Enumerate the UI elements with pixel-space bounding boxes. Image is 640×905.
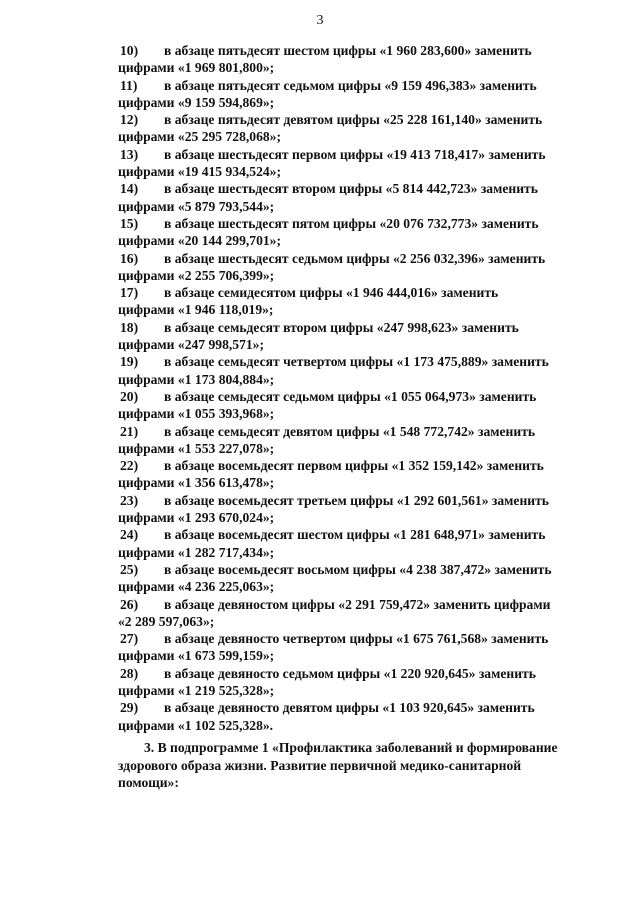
list-item-number: 17) xyxy=(120,285,139,301)
list-item-text: в абзаце восемьдесят третьем цифры «1 292 601,561» заменить xyxy=(164,492,549,508)
list-item-continuation: цифрами «1 102 525,328». xyxy=(118,717,274,733)
list-item-continuation: цифрами «1 356 613,478»; xyxy=(118,475,275,491)
list-item xyxy=(118,699,581,734)
list-item-first-line xyxy=(118,596,581,613)
list-item-first-line xyxy=(118,250,581,267)
list-item-number: 11) xyxy=(120,77,138,93)
list-item-first-line xyxy=(118,492,581,509)
list-item-first-line xyxy=(118,699,581,716)
list-item-number: 14) xyxy=(120,181,139,197)
list-item-first-line xyxy=(118,457,581,474)
list-item-number: 18) xyxy=(120,319,139,335)
list-item-continuation: цифрами «1 946 118,019»; xyxy=(118,302,274,318)
list-item xyxy=(118,146,581,181)
list-item-text: в абзаце семидесятом цифры «1 946 444,016» заменить xyxy=(164,285,499,301)
list-item-continuation: цифрами «25 295 728,068»; xyxy=(118,129,281,145)
list-item-number: 10) xyxy=(120,43,139,58)
list-item xyxy=(118,215,581,250)
section-line-1: 3. В подпрограмме 1 «Профилактика заболеваний и формирование xyxy=(144,740,558,755)
list-item-continuation: цифрами «5 879 793,544»; xyxy=(118,198,275,214)
section-line-2: здорового образа жизни. Развитие первичной медико-санитарной xyxy=(118,757,522,773)
list-item-first-line xyxy=(118,180,581,197)
list-item-number: 16) xyxy=(120,250,139,266)
list-item-continuation: цифрами «1 293 670,024»; xyxy=(118,510,275,526)
list-item xyxy=(118,561,581,596)
list-item-text: в абзаце семьдесят четвертом цифры «1 173 475,889» заменить xyxy=(164,354,549,370)
list-item-text: в абзаце пятьдесят девятом цифры «25 228 161,140» заменить xyxy=(164,112,543,128)
list-item-text: в абзаце пятьдесят шестом цифры «1 960 283,600» заменить xyxy=(164,43,532,58)
list-item-continuation: цифрами «1 173 804,884»; xyxy=(118,371,275,387)
section-line-3: помощи»: xyxy=(118,775,179,790)
list-item-first-line xyxy=(118,561,581,578)
amendment-list xyxy=(118,42,581,734)
list-item xyxy=(118,284,581,319)
list-item xyxy=(118,77,581,112)
list-item-first-line xyxy=(118,665,581,682)
list-item-text: в абзаце восемьдесят шестом цифры «1 281 648,971» заменить xyxy=(164,527,546,543)
list-item-first-line xyxy=(118,111,581,128)
list-item-number: 27) xyxy=(120,631,139,647)
list-item-first-line xyxy=(118,630,581,647)
list-item-number: 12) xyxy=(120,112,139,128)
list-item-text: в абзаце семьдесят девятом цифры «1 548 772,742» заменить xyxy=(164,423,536,439)
list-item-continuation: цифрами «1 553 227,078»; xyxy=(118,440,275,456)
list-item-number: 24) xyxy=(120,527,139,543)
list-item-continuation: цифрами «1 219 525,328»; xyxy=(118,682,275,698)
list-item-text: в абзаце семьдесят втором цифры «247 998,623» заменить xyxy=(164,319,519,335)
list-item xyxy=(118,319,581,354)
list-item-number: 15) xyxy=(120,215,139,231)
list-item-continuation: цифрами «9 159 594,869»; xyxy=(118,94,275,110)
list-item-number: 22) xyxy=(120,458,139,474)
list-item xyxy=(118,423,581,458)
list-item-number: 13) xyxy=(120,146,139,162)
list-item-text: в абзаце пятьдесят седьмом цифры «9 159 496,383» заменить xyxy=(164,77,537,93)
list-item-text: в абзаце девяносто четвертом цифры «1 675 761,568» заменить xyxy=(164,631,549,647)
list-item-text: в абзаце шестьдесят седьмом цифры «2 256 032,396» заменить xyxy=(164,250,546,266)
list-item-first-line xyxy=(118,526,581,543)
list-item xyxy=(118,111,581,146)
list-item xyxy=(118,665,581,700)
list-item-text: в абзаце семьдесят седьмом цифры «1 055 064,973» заменить xyxy=(164,388,537,404)
list-item-text: в абзаце девяносто седьмом цифры «1 220 920,645» заменить xyxy=(164,665,536,681)
list-item-continuation: цифрами «1 969 801,800»; xyxy=(118,60,275,76)
list-item-number: 29) xyxy=(120,700,139,716)
list-item-number: 26) xyxy=(120,596,139,612)
list-item-continuation: цифрами «247 998,571»; xyxy=(118,337,265,353)
list-item-number: 21) xyxy=(120,423,139,439)
section-heading xyxy=(118,739,581,792)
list-item-first-line xyxy=(118,42,581,59)
list-item xyxy=(118,42,581,77)
list-item-continuation: цифрами «1 055 393,968»; xyxy=(118,406,275,422)
list-item-continuation: цифрами «1 282 717,434»; xyxy=(118,544,275,560)
list-item xyxy=(118,388,581,423)
list-item xyxy=(118,353,581,388)
list-item-continuation: цифрами «19 415 934,524»; xyxy=(118,164,281,180)
list-item xyxy=(118,457,581,492)
list-item xyxy=(118,596,581,631)
list-item-first-line xyxy=(118,319,581,336)
list-item-number: 25) xyxy=(120,561,139,577)
list-item xyxy=(118,492,581,527)
list-item-first-line xyxy=(118,388,581,405)
list-item-continuation: цифрами «1 673 599,159»; xyxy=(118,648,275,664)
list-item-first-line xyxy=(118,353,581,370)
list-item-text: в абзаце шестьдесят первом цифры «19 413 718,417» заменить xyxy=(164,146,546,162)
list-item-number: 20) xyxy=(120,388,139,404)
list-item xyxy=(118,630,581,665)
list-item-continuation: цифрами «20 144 299,701»; xyxy=(118,233,281,249)
list-item-continuation: цифрами «2 255 706,399»; xyxy=(118,267,275,283)
list-item-number: 19) xyxy=(120,354,139,370)
list-item-text: в абзаце восемьдесят первом цифры «1 352 159,142» заменить xyxy=(164,458,544,474)
list-item-first-line xyxy=(118,146,581,163)
list-item-first-line xyxy=(118,423,581,440)
list-item-text: в абзаце девяносто девятом цифры «1 103 920,645» заменить xyxy=(164,700,535,716)
list-item-continuation: «2 289 597,063»; xyxy=(118,613,215,629)
list-item xyxy=(118,180,581,215)
list-item-continuation: цифрами «4 236 225,063»; xyxy=(118,579,275,595)
list-item-number: 28) xyxy=(120,665,139,681)
list-item-first-line xyxy=(118,77,581,94)
list-item-text: в абзаце восемьдесят восьмом цифры «4 238 387,472» заменить xyxy=(164,561,552,577)
list-item-text: в абзаце шестьдесят пятом цифры «20 076 732,773» заменить xyxy=(164,215,539,231)
page-number: 3 xyxy=(316,13,324,28)
list-item xyxy=(118,526,581,561)
list-item xyxy=(118,250,581,285)
list-item-text: в абзаце шестьдесят втором цифры «5 814 442,723» заменить xyxy=(164,181,538,197)
list-item-first-line xyxy=(118,284,581,301)
list-item-number: 23) xyxy=(120,492,139,508)
list-item-first-line xyxy=(118,215,581,232)
list-item-text: в абзаце девяностом цифры «2 291 759,472» заменить цифрами xyxy=(164,596,551,612)
